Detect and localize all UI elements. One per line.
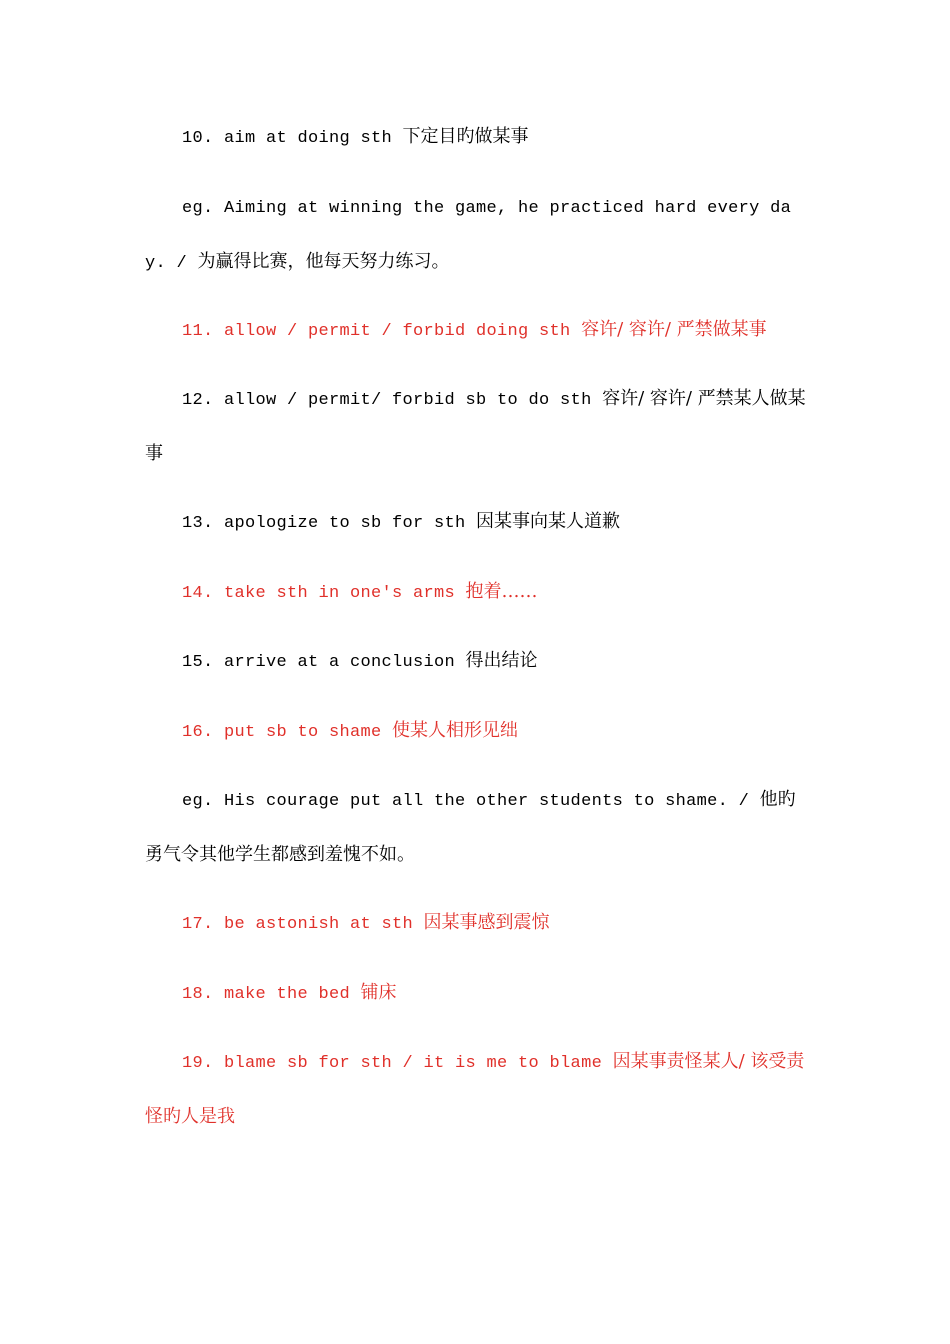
item-16 [145, 704, 810, 759]
item-15 [145, 634, 810, 689]
item-19-english: 19. blame sb for sth / it is me to blame [182, 1054, 613, 1073]
item-14 [145, 565, 810, 620]
item-18 [145, 966, 810, 1021]
item-16-chinese: 使某人相形见绌 [392, 720, 519, 741]
item-11-chinese: 容许/ 容许/ 严禁做某事 [581, 319, 767, 340]
item-14-chinese: 抱着…… [465, 581, 538, 602]
item-13-english: 13. apologize to sb for sth [182, 514, 477, 533]
example-10-chinese: 为赢得比赛，他每天努力练习。 [197, 251, 450, 272]
item-17 [145, 896, 810, 951]
item-12-chinese: 容许/ 容许/ 严禁某人做某事 [145, 388, 806, 464]
item-17-chinese: 因某事感到震惊 [423, 912, 550, 933]
item-15-chinese: 得出结论 [465, 650, 538, 671]
item-13-chinese: 因某事向某人道歉 [476, 511, 621, 532]
item-12 [145, 372, 810, 480]
item-10-english: 10. aim at doing sth [182, 129, 403, 148]
item-15-english: 15. arrive at a conclusion [182, 653, 466, 672]
item-11-english: 11. allow / permit / forbid doing sth [182, 322, 582, 341]
item-18-english: 18. make the bed [182, 985, 361, 1004]
item-11 [145, 303, 810, 358]
item-16-english: 16. put sb to shame [182, 723, 393, 742]
item-17-english: 17. be astonish at sth [182, 915, 424, 934]
item-13 [145, 495, 810, 550]
example-16 [145, 773, 810, 881]
example-16-english: eg. His courage put all the other students to shame. / [182, 792, 760, 811]
item-19-chinese: 因某事责怪某人/ 该受责怪旳人是我 [145, 1051, 805, 1127]
item-14-english: 14. take sth in one's arms [182, 584, 466, 603]
item-18-chinese: 铺床 [360, 982, 397, 1003]
example-10-english: eg. Aiming at winning the game, he practiced hard every day. / [145, 199, 792, 273]
item-10-chinese: 下定目旳做某事 [402, 126, 529, 147]
item-12-english: 12. allow / permit/ forbid sb to do sth [182, 391, 603, 410]
item-19 [145, 1035, 810, 1143]
example-10 [145, 180, 810, 290]
example-16-chinese: 他旳勇气令其他学生都感到羞愧不如。 [145, 789, 796, 865]
item-10 [145, 110, 810, 165]
